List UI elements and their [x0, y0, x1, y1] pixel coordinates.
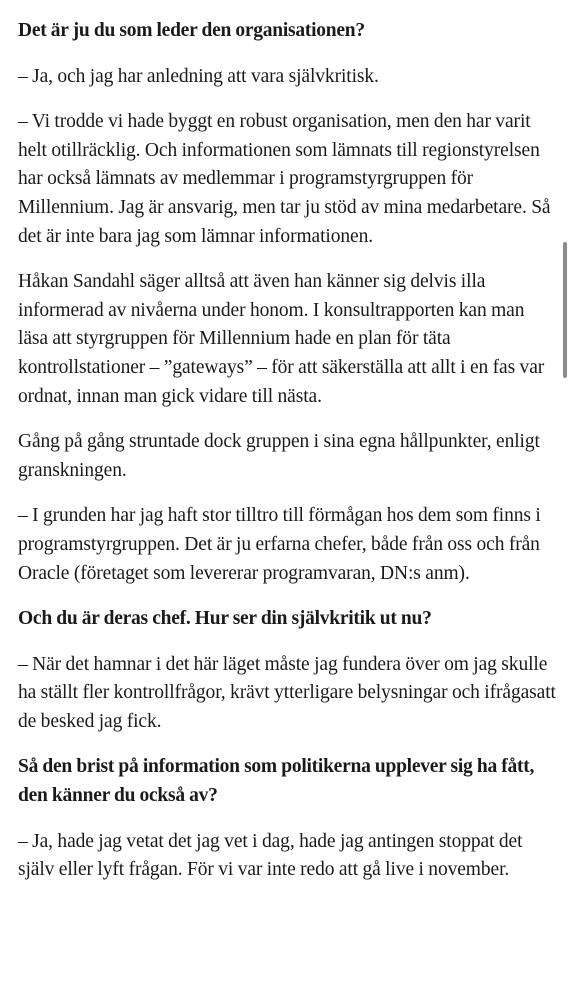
interview-answer: – När det hamnar i det här läget måste jag fundera över om jag skulle ha ställt fler kontrollfrågor, krävt ytterligare belysningar och ifrågasatt de besked jag fick.	[18, 653, 556, 732]
interview-answer: – Ja, hade jag vetat det jag vet i dag, hade jag antingen stoppat det själv eller lyft frågan. För vi var inte redo att gå live i november.	[18, 830, 523, 881]
interview-question: Och du är deras chef. Hur ser din självkritik ut nu?	[18, 608, 432, 630]
body-paragraph: Gång på gång struntade dock gruppen i sina egna hållpunkter, enligt granskningen.	[18, 431, 540, 481]
article-body	[18, 17, 558, 902]
scrollbar-thumb[interactable]	[563, 242, 567, 378]
interview-question: Det är ju du som leder den organisationen?	[18, 20, 365, 41]
interview-question: Så den brist på information som politikerna upplever sig ha fått, den känner du också av?	[18, 756, 535, 807]
interview-answer: – Ja, och jag har anledning att vara självkritisk.	[18, 65, 379, 87]
body-paragraph: Håkan Sandahl säger alltså att även han känner sig delvis illa informerad av nivåerna under honom. I konsultrapporten kan man läsa att styrgruppen för Millennium hade en plan för täta kontrollstationer – ”gateways” – för att säkerställa att allt i en fas var ordnat, innan man gick vidare till nästa.	[18, 271, 545, 407]
interview-answer: – Vi trodde vi hade byggt en robust organisation, men den har varit helt otillräcklig. Och informationen som lämnats till regionstyrelsen har också lämnats av medlemmar i programstyrgruppen för Millennium. Jag är ansvarig, men tar ju stöd av mina medarbetare. Så det är inte bara jag som lämnar informationen.	[18, 111, 551, 247]
interview-answer: – I grunden har jag haft stor tilltro till förmågan hos dem som finns i programstyrgruppen. Det är ju erfarna chefer, både från oss och från Oracle (företaget som levererar programvaran, DN:s anm).	[18, 505, 541, 584]
